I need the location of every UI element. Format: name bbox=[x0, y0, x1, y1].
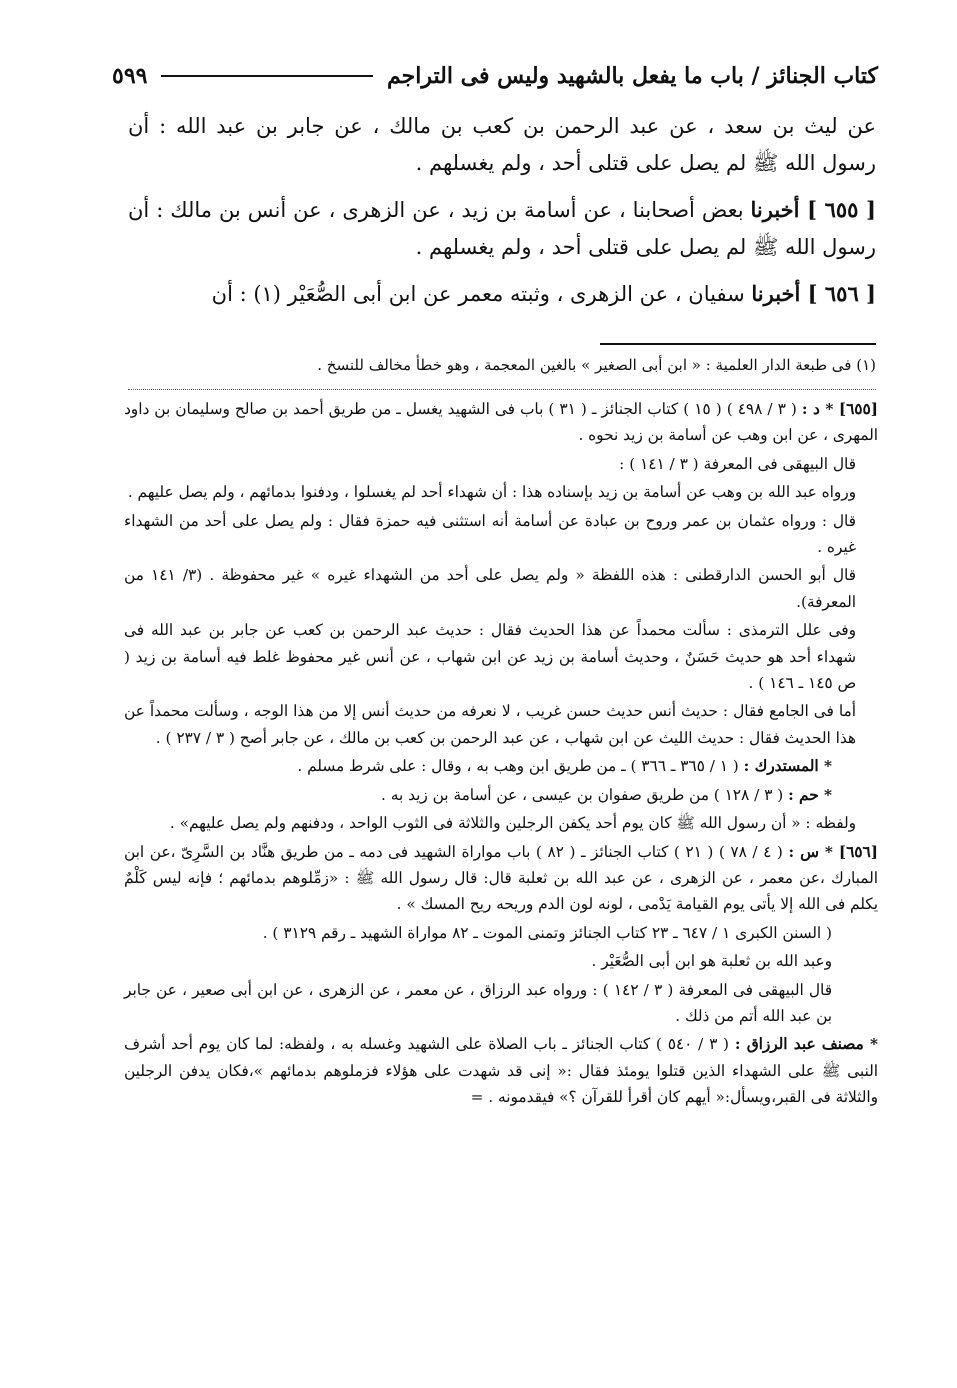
hadith-text: سفيان ، عن الزهرى ، وثبته معمر عن ابن أبى الصُّعَيْر (١) : أن bbox=[211, 282, 745, 306]
footnote-rule bbox=[600, 343, 876, 345]
hadith-656 bbox=[128, 275, 876, 313]
commentary-text: ( ٣ / ٤٩٨ ) ( ١٥ ) كتاب الجنائز ـ ( ٣١ ) باب فى الشهيد يغسل ـ من طريق أحمد بن صالح وسليمان بن داود المهرى ، عن ابن وهب عن أسامة بن زيد نحوه . bbox=[124, 400, 878, 445]
hadith-text: بعض أصحابنا ، عن أسامة بن زيد ، عن الزهرى ، عن أنس بن مالك : أن رسول الله ﷺ لم يصل على قتلى أحد ، ولم يغسلهم . bbox=[128, 198, 876, 259]
reference-label: * مصنف عبد الرزاق : bbox=[734, 1035, 878, 1054]
commentary-text: ( ١ / ٣٦٥ ـ ٣٦٦ ) ـ من طريق ابن وهب به ، وقال : على شرط مسلم . bbox=[297, 757, 739, 776]
main-paragraph: عن ليث بن سعد ، عن عبد الرحمن بن كعب بن مالك ، عن جابر بن عبد الله : أن رسول الله ﷺ لم يصل على قتلى أحد ، ولم يغسلهم . bbox=[128, 114, 876, 175]
header-title: كتاب الجنائز / باب ما يفعل بالشهيد وليس فى التراجم bbox=[387, 63, 878, 89]
commentary-paragraph: قال البيهقى فى المعرفة ( ٣ / ١٤١ ) : bbox=[619, 454, 856, 473]
main-text bbox=[128, 108, 876, 322]
reference-label: [٦٥٥] * د : bbox=[801, 400, 878, 418]
reference-label: [٦٥٦] * س : bbox=[788, 842, 878, 861]
commentary-paragraph: وفى علل الترمذى : سألت محمداً عن هذا الحديث فقال : حديث عبد الرحمن بن كعب عن جابر بن عبد الله فى شهداء أحد هو حديث حَسَنٌ ، وحديث أسامة بن زيد عن ابن شهاب ، عن أنس غير محفوظ غلط فيه أسامة بن زيد ( ص ١٤٥ ـ ١٤٦ ) . bbox=[124, 621, 856, 693]
page-number: ٥٩٩ bbox=[112, 63, 148, 89]
commentary-paragraph: ( السنن الكبرى ١ / ٦٤٧ ـ ٢٣ كتاب الجنائز وتمنى الموت ـ ٨٢ مواراة الشهيد ـ رقم ٣١٢٩ ) . bbox=[262, 923, 832, 942]
hadith-number: [ ٦٥٦ ] أخبرنا bbox=[751, 281, 876, 306]
commentary-paragraph: أما فى الجامع فقال : حديث أنس حديث حسن غريب ، لا نعرفه من حديث أنس إلا من هذا الوجه ، وسألت محمداً عن هذا الحديث فقال : حديث الليث عن ابن شهاب ، عن عبد الرحمن بن كعب بن مالك ، عن جابر أصح ( ٣ / ٢٣٧ ) . bbox=[124, 702, 856, 747]
commentary bbox=[124, 396, 878, 1113]
reference-label: * المستدرك : bbox=[743, 757, 832, 776]
commentary-paragraph: ولفظه : « أن رسول الله ﷺ كان يوم أحد يكفن الرجلين والثلاثة فى الثوب الواحد ، ودفنهم ولم يصل عليهم» . bbox=[169, 814, 856, 833]
commentary-paragraph bbox=[124, 753, 878, 779]
running-header bbox=[112, 56, 878, 96]
commentary-paragraph: قال : ورواه عثمان بن عمر وروح بن عبادة عن أسامة أنه استثنى فيه حمزة فقال : ولم يصل على أحد من الشهداء غيره . bbox=[124, 511, 856, 557]
commentary-paragraph bbox=[124, 1031, 878, 1110]
footnote: (١) فى طبعة الدار العلمية : « ابن أبى الصغير » بالغين المعجمة ، وهو خطأ مخالف للنسخ . bbox=[317, 356, 876, 374]
hadith-655 bbox=[128, 191, 876, 266]
commentary-paragraph: وعبد الله بن ثعلبة هو ابن أبى الصُّعَيْر . bbox=[591, 952, 832, 971]
header-rule bbox=[161, 75, 373, 77]
commentary-paragraph bbox=[124, 782, 878, 808]
commentary-paragraph bbox=[124, 839, 878, 918]
commentary-text: ( ٣ / ١٢٨ ) من طريق صفوان بن عيسى ، عن أسامة بن زيد به . bbox=[381, 785, 784, 804]
commentary-paragraph: ورواه عبد الله بن وهب عن أسامة بن زيد بإسناده هذا : أن شهداء أحد لم يغسلوا ، ودفنوا بدمائهم ، ولم يصل عليهم . bbox=[127, 483, 856, 502]
hadith-number: [ ٦٥٥ ] أخبرنا bbox=[750, 197, 876, 222]
commentary-text: ( ٤ / ٧٨ ) ( ٢١ ) كتاب الجنائز ـ ( ٨٢ ) باب مواراة الشهيد فى دمه ـ من طريق هنَّاد بن السَّرِىّ ،عن ابن المبارك ،عن معمر ، عن الزهرى ، عن عبد الله بن ثعلبة قال: قال رسول الله ﷺ : «زمِّلوهم بدمائهم ؛ فإنه ليس كَلْمٌ يكلم فى الله إلا يأتى يوم القيامة يَدْمى ، لونه لون الدم وريحه ريح المسك » . bbox=[124, 842, 878, 914]
commentary-paragraph bbox=[124, 396, 878, 449]
section-separator bbox=[128, 389, 876, 390]
reference-label: * حم : bbox=[788, 785, 832, 804]
commentary-text: ( ٣ / ٥٤٠ ) كتاب الجنائز ـ باب الصلاة على الشهيد وغسله به ، ولفظه: لما كان يوم أحد أشرف النبى ﷺ على الشهداء الذين قتلوا يومئذ فقال :« إنى قد شهدت على هؤلاء فزملوهم بدمائهم »،فكان يدفن الرجلين والثلاثة فى القبر،ويسأل:« أيهم كان أقرأ للقرآن ؟» فيقدمونه . = bbox=[124, 1035, 878, 1107]
commentary-paragraph: قال أبو الحسن الدارقطنى : هذه اللفظة « ولم يصل على أحد من الشهداء غيره » غير محفوظة . (٣/ ١٤١ من المعرفة). bbox=[124, 566, 856, 611]
commentary-paragraph: قال البيهقى فى المعرفة ( ٣ / ١٤٢ ) : ورواه عبد الرزاق ، عن معمر ، عن الزهرى ، عن ابن أبى صعير ، عن جابر بن عبد الله أتم من ذلك . bbox=[124, 980, 833, 1025]
